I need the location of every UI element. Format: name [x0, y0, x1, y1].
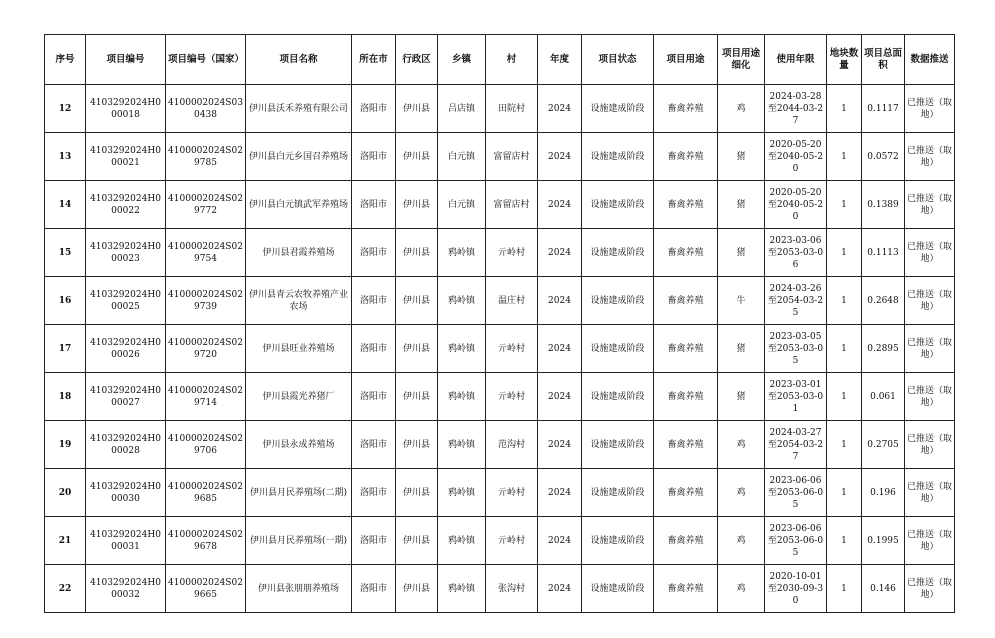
cell-district: 伊川县: [396, 133, 438, 181]
cell-project-name: 伊川县霞光养猪厂: [246, 373, 352, 421]
cell-status: 设施建成阶段: [582, 181, 654, 229]
cell-project-code-national: 4100002024S029739: [166, 277, 246, 325]
cell-year: 2024: [538, 565, 582, 613]
cell-total-area: 0.2705: [862, 421, 905, 469]
cell-data-push: 已推送（取地）: [905, 133, 955, 181]
cell-total-area: 0.2895: [862, 325, 905, 373]
cell-parcel-count: 1: [827, 229, 862, 277]
cell-project-name: 伊川县白元乡国召养殖场: [246, 133, 352, 181]
cell-township: 鸦岭镇: [438, 325, 486, 373]
cell-usage-detail: 猪: [718, 229, 765, 277]
cell-seq: 19: [45, 421, 86, 469]
cell-district: 伊川县: [396, 565, 438, 613]
cell-usage-detail: 猪: [718, 181, 765, 229]
cell-term: 2023-03-06至2053-03-06: [765, 229, 827, 277]
cell-status: 设施建成阶段: [582, 229, 654, 277]
table-row: [45, 85, 955, 133]
table-row: [45, 373, 955, 421]
cell-total-area: 0.2648: [862, 277, 905, 325]
cell-township: 鸦岭镇: [438, 469, 486, 517]
cell-project-code: 4103292024H000018: [86, 85, 166, 133]
cell-year: 2024: [538, 469, 582, 517]
cell-project-name: 伊川县月民养殖场(一期): [246, 517, 352, 565]
header-data-push: 数据推送: [905, 35, 955, 85]
cell-project-code-national: 4100002024S029772: [166, 181, 246, 229]
cell-usage-detail: 猪: [718, 373, 765, 421]
cell-status: 设施建成阶段: [582, 325, 654, 373]
table-header-row: [45, 35, 955, 85]
cell-district: 伊川县: [396, 517, 438, 565]
table-row: [45, 469, 955, 517]
cell-district: 伊川县: [396, 421, 438, 469]
header-parcel-count: 地块数量: [827, 35, 862, 85]
cell-usage: 畜禽养殖: [654, 229, 718, 277]
cell-city: 洛阳市: [352, 373, 396, 421]
cell-project-code: 4103292024H000026: [86, 325, 166, 373]
cell-project-name: 伊川县沃禾养殖有限公司: [246, 85, 352, 133]
header-project-name: 项目名称: [246, 35, 352, 85]
cell-data-push: 已推送（取地）: [905, 325, 955, 373]
cell-city: 洛阳市: [352, 469, 396, 517]
cell-village: 亓岭村: [486, 325, 538, 373]
cell-project-code-national: 4100002024S030438: [166, 85, 246, 133]
cell-status: 设施建成阶段: [582, 517, 654, 565]
cell-term: 2024-03-26至2054-03-25: [765, 277, 827, 325]
cell-seq: 14: [45, 181, 86, 229]
cell-village: 富留店村: [486, 133, 538, 181]
cell-project-code-national: 4100002024S029685: [166, 469, 246, 517]
table-row: [45, 181, 955, 229]
cell-township: 白元镇: [438, 181, 486, 229]
cell-city: 洛阳市: [352, 277, 396, 325]
cell-parcel-count: 1: [827, 277, 862, 325]
table-body: [45, 85, 955, 613]
cell-seq: 17: [45, 325, 86, 373]
cell-usage: 畜禽养殖: [654, 373, 718, 421]
header-district: 行政区: [396, 35, 438, 85]
cell-project-name: 伊川县旺业养殖场: [246, 325, 352, 373]
cell-seq: 16: [45, 277, 86, 325]
cell-usage-detail: 鸡: [718, 565, 765, 613]
cell-village: 亓岭村: [486, 229, 538, 277]
cell-total-area: 0.1117: [862, 85, 905, 133]
cell-total-area: 0.196: [862, 469, 905, 517]
cell-year: 2024: [538, 325, 582, 373]
cell-seq: 21: [45, 517, 86, 565]
header-city: 所在市: [352, 35, 396, 85]
cell-parcel-count: 1: [827, 85, 862, 133]
cell-status: 设施建成阶段: [582, 469, 654, 517]
cell-seq: 12: [45, 85, 86, 133]
cell-project-code-national: 4100002024S029706: [166, 421, 246, 469]
cell-term: 2023-06-06至2053-06-05: [765, 469, 827, 517]
cell-data-push: 已推送（取地）: [905, 373, 955, 421]
header-term: 使用年限: [765, 35, 827, 85]
cell-district: 伊川县: [396, 469, 438, 517]
cell-project-name: 伊川县张朋朋养殖场: [246, 565, 352, 613]
cell-status: 设施建成阶段: [582, 277, 654, 325]
cell-parcel-count: 1: [827, 133, 862, 181]
cell-usage: 畜禽养殖: [654, 421, 718, 469]
cell-project-code: 4103292024H000032: [86, 565, 166, 613]
cell-usage: 畜禽养殖: [654, 277, 718, 325]
cell-township: 鸦岭镇: [438, 277, 486, 325]
cell-project-name: 伊川县青云农牧养殖产业农场: [246, 277, 352, 325]
cell-year: 2024: [538, 181, 582, 229]
header-total-area: 项目总面积: [862, 35, 905, 85]
cell-term: 2020-05-20至2040-05-20: [765, 181, 827, 229]
table-row: [45, 565, 955, 613]
cell-project-name: 伊川县永成养殖场: [246, 421, 352, 469]
cell-term: 2020-05-20至2040-05-20: [765, 133, 827, 181]
cell-city: 洛阳市: [352, 565, 396, 613]
cell-usage: 畜禽养殖: [654, 469, 718, 517]
cell-year: 2024: [538, 85, 582, 133]
cell-project-code-national: 4100002024S029720: [166, 325, 246, 373]
cell-usage: 畜禽养殖: [654, 325, 718, 373]
cell-data-push: 已推送（取地）: [905, 565, 955, 613]
cell-district: 伊川县: [396, 181, 438, 229]
cell-year: 2024: [538, 277, 582, 325]
table-row: [45, 133, 955, 181]
cell-project-code: 4103292024H000030: [86, 469, 166, 517]
cell-data-push: 已推送（取地）: [905, 421, 955, 469]
table-row: [45, 325, 955, 373]
cell-parcel-count: 1: [827, 469, 862, 517]
cell-parcel-count: 1: [827, 517, 862, 565]
cell-township: 白元镇: [438, 133, 486, 181]
cell-usage: 畜禽养殖: [654, 565, 718, 613]
cell-usage-detail: 牛: [718, 277, 765, 325]
cell-data-push: 已推送（取地）: [905, 469, 955, 517]
cell-township: 吕店镇: [438, 85, 486, 133]
cell-usage-detail: 鸡: [718, 469, 765, 517]
header-usage: 项目用途: [654, 35, 718, 85]
cell-year: 2024: [538, 421, 582, 469]
cell-data-push: 已推送（取地）: [905, 181, 955, 229]
cell-usage: 畜禽养殖: [654, 181, 718, 229]
cell-term: 2024-03-27至2054-03-27: [765, 421, 827, 469]
cell-year: 2024: [538, 229, 582, 277]
table-row: [45, 517, 955, 565]
cell-data-push: 已推送（取地）: [905, 517, 955, 565]
cell-project-code-national: 4100002024S029678: [166, 517, 246, 565]
cell-usage-detail: 鸡: [718, 517, 765, 565]
cell-data-push: 已推送（取地）: [905, 229, 955, 277]
cell-project-code-national: 4100002024S029714: [166, 373, 246, 421]
cell-term: 2023-03-05至2053-03-05: [765, 325, 827, 373]
cell-district: 伊川县: [396, 85, 438, 133]
cell-parcel-count: 1: [827, 421, 862, 469]
cell-data-push: 已推送（取地）: [905, 85, 955, 133]
cell-city: 洛阳市: [352, 133, 396, 181]
cell-usage: 畜禽养殖: [654, 517, 718, 565]
cell-seq: 13: [45, 133, 86, 181]
cell-project-code: 4103292024H000027: [86, 373, 166, 421]
cell-project-code-national: 4100002024S029665: [166, 565, 246, 613]
cell-status: 设施建成阶段: [582, 421, 654, 469]
cell-total-area: 0.146: [862, 565, 905, 613]
table-row: [45, 229, 955, 277]
cell-usage-detail: 猪: [718, 325, 765, 373]
cell-project-name: 伊川县月民养殖场(二期): [246, 469, 352, 517]
cell-total-area: 0.1389: [862, 181, 905, 229]
cell-project-code: 4103292024H000021: [86, 133, 166, 181]
cell-seq: 22: [45, 565, 86, 613]
cell-usage: 畜禽养殖: [654, 133, 718, 181]
cell-project-code-national: 4100002024S029785: [166, 133, 246, 181]
cell-village: 张沟村: [486, 565, 538, 613]
cell-year: 2024: [538, 373, 582, 421]
cell-usage-detail: 鸡: [718, 85, 765, 133]
cell-seq: 20: [45, 469, 86, 517]
cell-project-code: 4103292024H000028: [86, 421, 166, 469]
cell-seq: 18: [45, 373, 86, 421]
cell-district: 伊川县: [396, 325, 438, 373]
cell-parcel-count: 1: [827, 373, 862, 421]
cell-village: 亓岭村: [486, 517, 538, 565]
cell-project-code: 4103292024H000031: [86, 517, 166, 565]
cell-term: 2023-06-06至2053-06-05: [765, 517, 827, 565]
header-project-code: 项目编号: [86, 35, 166, 85]
cell-city: 洛阳市: [352, 325, 396, 373]
header-township: 乡镇: [438, 35, 486, 85]
cell-project-name: 伊川县白元镇武军养殖场: [246, 181, 352, 229]
table-row: [45, 421, 955, 469]
cell-village: 范沟村: [486, 421, 538, 469]
cell-total-area: 0.1113: [862, 229, 905, 277]
cell-year: 2024: [538, 133, 582, 181]
cell-village: 田院村: [486, 85, 538, 133]
cell-parcel-count: 1: [827, 325, 862, 373]
project-table: [44, 34, 955, 613]
cell-usage-detail: 鸡: [718, 421, 765, 469]
cell-village: 温庄村: [486, 277, 538, 325]
cell-township: 鸦岭镇: [438, 373, 486, 421]
cell-status: 设施建成阶段: [582, 565, 654, 613]
cell-village: 亓岭村: [486, 469, 538, 517]
cell-year: 2024: [538, 517, 582, 565]
cell-project-code: 4103292024H000025: [86, 277, 166, 325]
cell-parcel-count: 1: [827, 181, 862, 229]
cell-total-area: 0.061: [862, 373, 905, 421]
cell-city: 洛阳市: [352, 85, 396, 133]
cell-township: 鸦岭镇: [438, 229, 486, 277]
header-project-code-national: 项目编号（国家）: [166, 35, 246, 85]
cell-district: 伊川县: [396, 277, 438, 325]
cell-term: 2023-03-01至2053-03-01: [765, 373, 827, 421]
header-status: 项目状态: [582, 35, 654, 85]
cell-city: 洛阳市: [352, 229, 396, 277]
cell-project-code-national: 4100002024S029754: [166, 229, 246, 277]
cell-total-area: 0.0572: [862, 133, 905, 181]
header-usage-detail: 项目用途细化: [718, 35, 765, 85]
cell-usage-detail: 猪: [718, 133, 765, 181]
cell-village: 富留店村: [486, 181, 538, 229]
cell-status: 设施建成阶段: [582, 373, 654, 421]
cell-usage: 畜禽养殖: [654, 85, 718, 133]
cell-project-name: 伊川县君霞养殖场: [246, 229, 352, 277]
cell-data-push: 已推送（取地）: [905, 277, 955, 325]
cell-parcel-count: 1: [827, 565, 862, 613]
cell-project-code: 4103292024H000023: [86, 229, 166, 277]
cell-status: 设施建成阶段: [582, 133, 654, 181]
cell-term: 2020-10-01至2030-09-30: [765, 565, 827, 613]
cell-township: 鸦岭镇: [438, 421, 486, 469]
header-village: 村: [486, 35, 538, 85]
cell-city: 洛阳市: [352, 517, 396, 565]
cell-total-area: 0.1995: [862, 517, 905, 565]
header-seq: 序号: [45, 35, 86, 85]
cell-project-code: 4103292024H000022: [86, 181, 166, 229]
cell-seq: 15: [45, 229, 86, 277]
cell-term: 2024-03-28至2044-03-27: [765, 85, 827, 133]
header-year: 年度: [538, 35, 582, 85]
cell-city: 洛阳市: [352, 181, 396, 229]
cell-village: 亓岭村: [486, 373, 538, 421]
table-row: [45, 277, 955, 325]
cell-district: 伊川县: [396, 373, 438, 421]
cell-township: 鸦岭镇: [438, 565, 486, 613]
cell-status: 设施建成阶段: [582, 85, 654, 133]
cell-district: 伊川县: [396, 229, 438, 277]
cell-township: 鸦岭镇: [438, 517, 486, 565]
cell-city: 洛阳市: [352, 421, 396, 469]
